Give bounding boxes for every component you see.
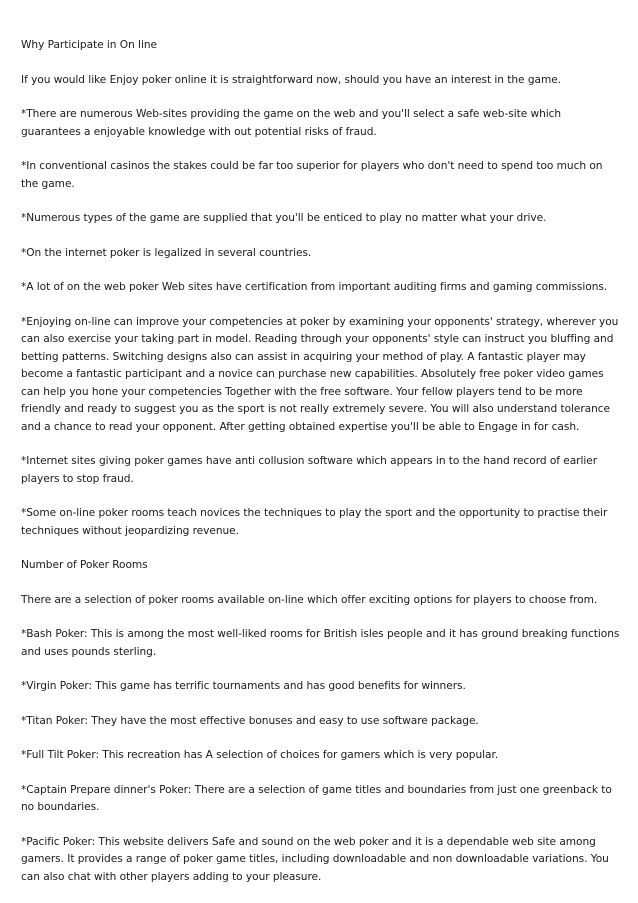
section-heading-why-participate: Why Participate in On line (21, 39, 157, 51)
paragraph-intro: If you would like Enjoy poker online it is straightforward now, should you have an interest in the game. (21, 73, 562, 86)
paragraph-bullet-titan-poker: *Titan Poker: They have the most effective bonuses and easy to use software package. (21, 714, 479, 727)
paragraph-bullet-skills: *Enjoying on-line can improve your competencies at poker by examining your opponents' strategy, wherever you can also exercise your taking part in model. Reading through your opponents' style can instruct you bluffing and betting patterns. Switching designs also can assist in acquiring your method of play. A fantastic player may become a fantastic participant and a novice can purchase new capabilities. Absolutely free poker video games can help you hone your competencies Together with the free software. Your fellow players tend to be more friendly and ready to suggest you as the sport is not really extremely severe. You will also understand tolerance and a chance to read your opponent. After getting obtained expertise you'll be able to Engage in for cash. (21, 315, 619, 433)
paragraph-bullet-websites: *There are numerous Web-sites providing the game on the web and you'll select a safe web-site which guarantees a enjoyable knowledge with out potential risks of fraud. (21, 108, 562, 138)
paragraph-bullet-teach-novices: *Some on-line poker rooms teach novices the techniques to play the sport and the opportunity to practise their techniques without jeopardizing revenue. (21, 507, 608, 537)
paragraph-bullet-certification: *A lot of on the web poker Web sites have certification from important auditing firms and gaming commissions. (21, 281, 608, 293)
paragraph-bullet-virgin-poker: *Virgin Poker: This game has terrific tournaments and has good benefits for winners. (21, 680, 466, 692)
paragraph-bullet-pacific-poker: *Pacific Poker: This website delivers Safe and sound on the web poker and it is a dependable web site among gamers. It provides a range of poker game titles, including downloadable and non downloadable variations. You can also chat with other players adding to your pleasure. (21, 835, 609, 883)
document-page (21, 37, 621, 903)
paragraph-bullet-captain-poker: *Captain Prepare dinner's Poker: There are a selection of game titles and boundaries from just one greenback to no boundaries. (21, 783, 612, 813)
section-heading-poker-rooms: Number of Poker Rooms (21, 559, 148, 571)
paragraph-bullet-bash-poker: *Bash Poker: This is among the most well-liked rooms for British isles people and it has ground breaking functions and uses pounds sterling. (21, 628, 620, 658)
paragraph-bullet-anti-collusion: *Internet sites giving poker games have anti collusion software which appears in to the hand record of earlier players to stop fraud. (21, 455, 598, 485)
paragraph-bullet-legalized: *On the internet poker is legalized in several countries. (21, 246, 312, 259)
paragraph-bullet-casinos: *In conventional casinos the stakes could be far too superior for players who don't need to spend too much on the game. (21, 160, 603, 190)
paragraph-bullet-full-tilt-poker: *Full Tilt Poker: This recreation has A selection of choices for gamers which is very popular. (21, 749, 499, 761)
paragraph-bullet-types: *Numerous types of the game are supplied that you'll be enticed to play no matter what your drive. (21, 212, 547, 224)
paragraph-rooms-intro: There are a selection of poker rooms available on-line which offer exciting options for players to choose from. (21, 593, 598, 606)
